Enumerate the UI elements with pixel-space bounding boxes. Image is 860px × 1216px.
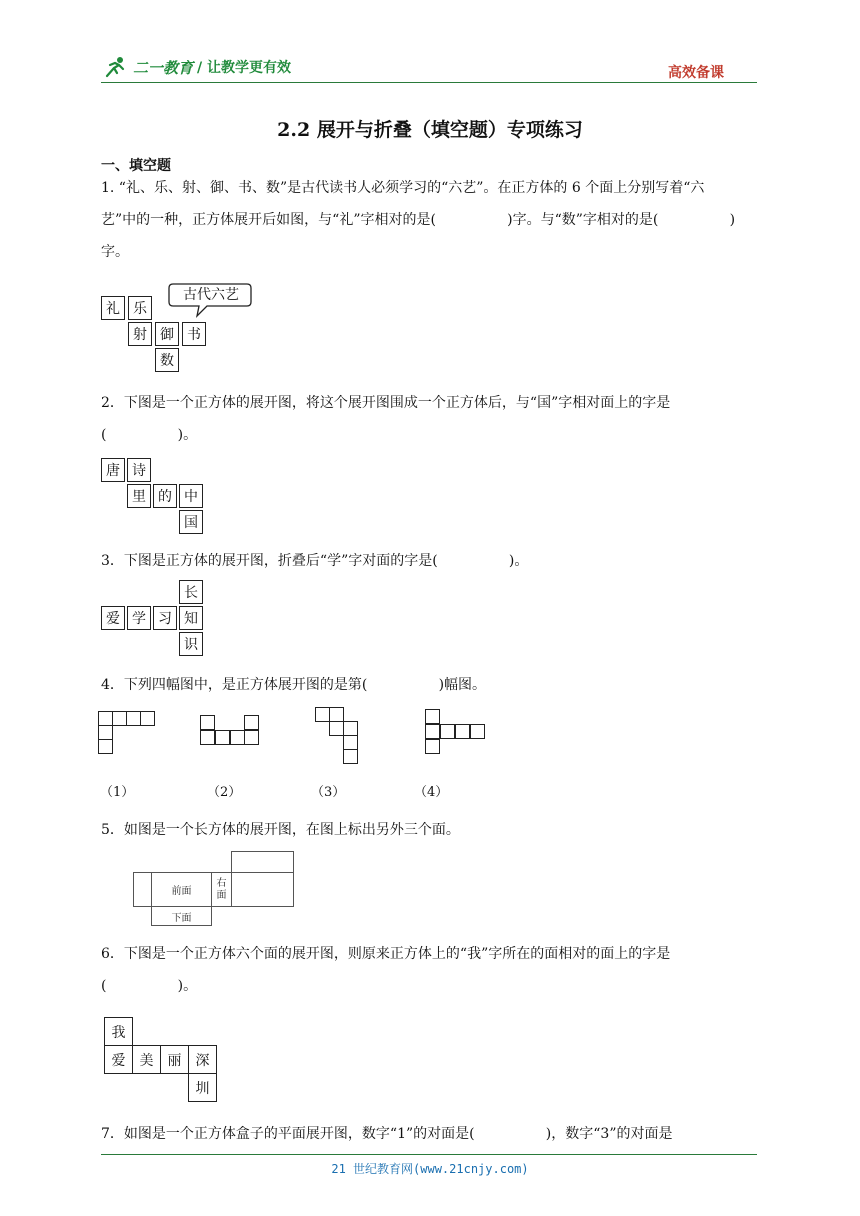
net-cell: 爱 xyxy=(104,1045,133,1074)
q1-line1: 1. “礼、乐、射、御、书、数”是古代读书人必须学习的“六艺”。在正方体的 6 个面上分别写着“六 xyxy=(101,180,705,196)
net-cell: 中 xyxy=(179,484,203,508)
q3-line1: 3．下图是正方体的展开图，折叠后“学”字对面的字是( )。 xyxy=(101,553,529,569)
q6-net xyxy=(104,1017,224,1107)
grid-square xyxy=(425,724,440,739)
net-cell: 深 xyxy=(188,1045,217,1074)
header-divider xyxy=(101,82,757,83)
grid-square xyxy=(230,730,245,745)
footer-text[interactable]: 21 世纪教育网(www.21cnjy.com) xyxy=(331,1162,529,1176)
net-cell: 习 xyxy=(153,606,177,630)
grid-square xyxy=(455,724,470,739)
net-cell: 唐 xyxy=(101,458,125,482)
grid-square xyxy=(315,707,330,722)
grid-square xyxy=(425,709,440,724)
net-cell: 圳 xyxy=(188,1073,217,1102)
net-face xyxy=(231,851,294,873)
front-face-label: 前面 xyxy=(171,886,192,897)
grid-square xyxy=(140,711,155,726)
net-face xyxy=(231,872,294,907)
q2-line1: 2．下图是一个正方体的展开图，将这个展开图围成一个正方体后，与“国”字相对面上的字是 xyxy=(101,395,671,411)
q1-net xyxy=(101,282,261,377)
q4-caption-3: （3） xyxy=(311,785,346,800)
q4-caption-4: （4） xyxy=(414,785,449,800)
grid-square xyxy=(98,725,113,740)
bottom-face-label: 下面 xyxy=(171,912,192,924)
front-face xyxy=(151,872,212,907)
header-right-label: 高效备课 xyxy=(668,65,724,81)
q4-line1: 4．下列四幅图中，是正方体展开图的是第( )幅图。 xyxy=(101,677,487,693)
runner-logo-icon xyxy=(103,56,129,78)
net-cell: 的 xyxy=(153,484,177,508)
grid-square xyxy=(440,724,455,739)
bottom-face xyxy=(151,906,212,926)
header-logo xyxy=(103,56,291,78)
q5-line1: 5．如图是一个长方体的展开图，在图上标出另外三个面。 xyxy=(101,822,460,838)
net-cell: 国 xyxy=(179,510,203,534)
grid-square xyxy=(343,735,358,750)
net-cell: 我 xyxy=(104,1017,133,1046)
slogan: / 让教学更有效 xyxy=(197,60,292,76)
grid-square xyxy=(244,730,259,745)
q3-net xyxy=(101,580,211,662)
grid-square xyxy=(215,730,230,745)
right-face xyxy=(211,872,232,907)
grid-square xyxy=(425,739,440,754)
grid-square xyxy=(98,711,113,726)
question-3 xyxy=(101,545,761,577)
grid-square xyxy=(343,721,358,736)
net-cell: 长 xyxy=(179,580,203,604)
question-2 xyxy=(101,387,761,451)
q2-line2: ( )。 xyxy=(101,427,198,443)
question-6 xyxy=(101,938,761,1002)
grid-square xyxy=(126,711,141,726)
net-cell: 诗 xyxy=(127,458,151,482)
net-cell: 数 xyxy=(155,348,179,372)
net-cell: 知 xyxy=(179,606,203,630)
net-cell: 乐 xyxy=(128,296,152,320)
question-7 xyxy=(101,1118,761,1150)
question-1 xyxy=(101,172,761,268)
grid-square xyxy=(200,715,215,730)
net-cell: 学 xyxy=(127,606,151,630)
right-face-label: 右面 xyxy=(216,877,227,901)
q5-net xyxy=(133,851,295,927)
net-cell: 御 xyxy=(155,322,179,346)
q4-caption-1: （1） xyxy=(100,785,135,800)
grid-square xyxy=(112,711,127,726)
grid-square xyxy=(329,707,344,722)
q1-line2: 艺”中的一种，正方体展开后如图，与“礼”字相对的是( )字。与“数”字相对的是( ) xyxy=(101,212,736,228)
net-cell: 里 xyxy=(127,484,151,508)
footer-divider xyxy=(101,1154,757,1155)
question-5 xyxy=(101,814,761,846)
section-heading: 一、填空题 xyxy=(101,158,171,174)
grid-square xyxy=(470,724,485,739)
callout-text: 古代六艺 xyxy=(183,287,239,303)
net-cell: 丽 xyxy=(160,1045,189,1074)
grid-square xyxy=(244,715,259,730)
q4-caption-2: （2） xyxy=(207,785,242,800)
grid-square xyxy=(329,721,344,736)
net-cell: 识 xyxy=(179,632,203,656)
q1-line3: 字。 xyxy=(101,244,129,260)
page-title: 2.2 展开与折叠（填空题）专项练习 xyxy=(277,119,583,141)
net-cell: 礼 xyxy=(101,296,125,320)
q6-line2: ( )。 xyxy=(101,978,198,994)
net-cell: 美 xyxy=(132,1045,161,1074)
net-face xyxy=(133,872,152,907)
grid-square xyxy=(343,749,358,764)
q6-line1: 6．下图是一个正方体六个面的展开图，则原来正方体上的“我”字所在的面相对的面上的字是 xyxy=(101,946,671,962)
net-cell: 书 xyxy=(182,322,206,346)
net-cell: 射 xyxy=(128,322,152,346)
question-4 xyxy=(101,669,761,701)
net-cell: 爱 xyxy=(101,606,125,630)
q2-net xyxy=(101,458,211,538)
grid-square xyxy=(200,730,215,745)
logo-text: 二一教育 xyxy=(133,58,194,77)
grid-square xyxy=(98,739,113,754)
q7-line1: 7．如图是一个正方体盒子的平面展开图，数字“1”的对面是( )，数字“3”的对面是 xyxy=(101,1126,673,1142)
